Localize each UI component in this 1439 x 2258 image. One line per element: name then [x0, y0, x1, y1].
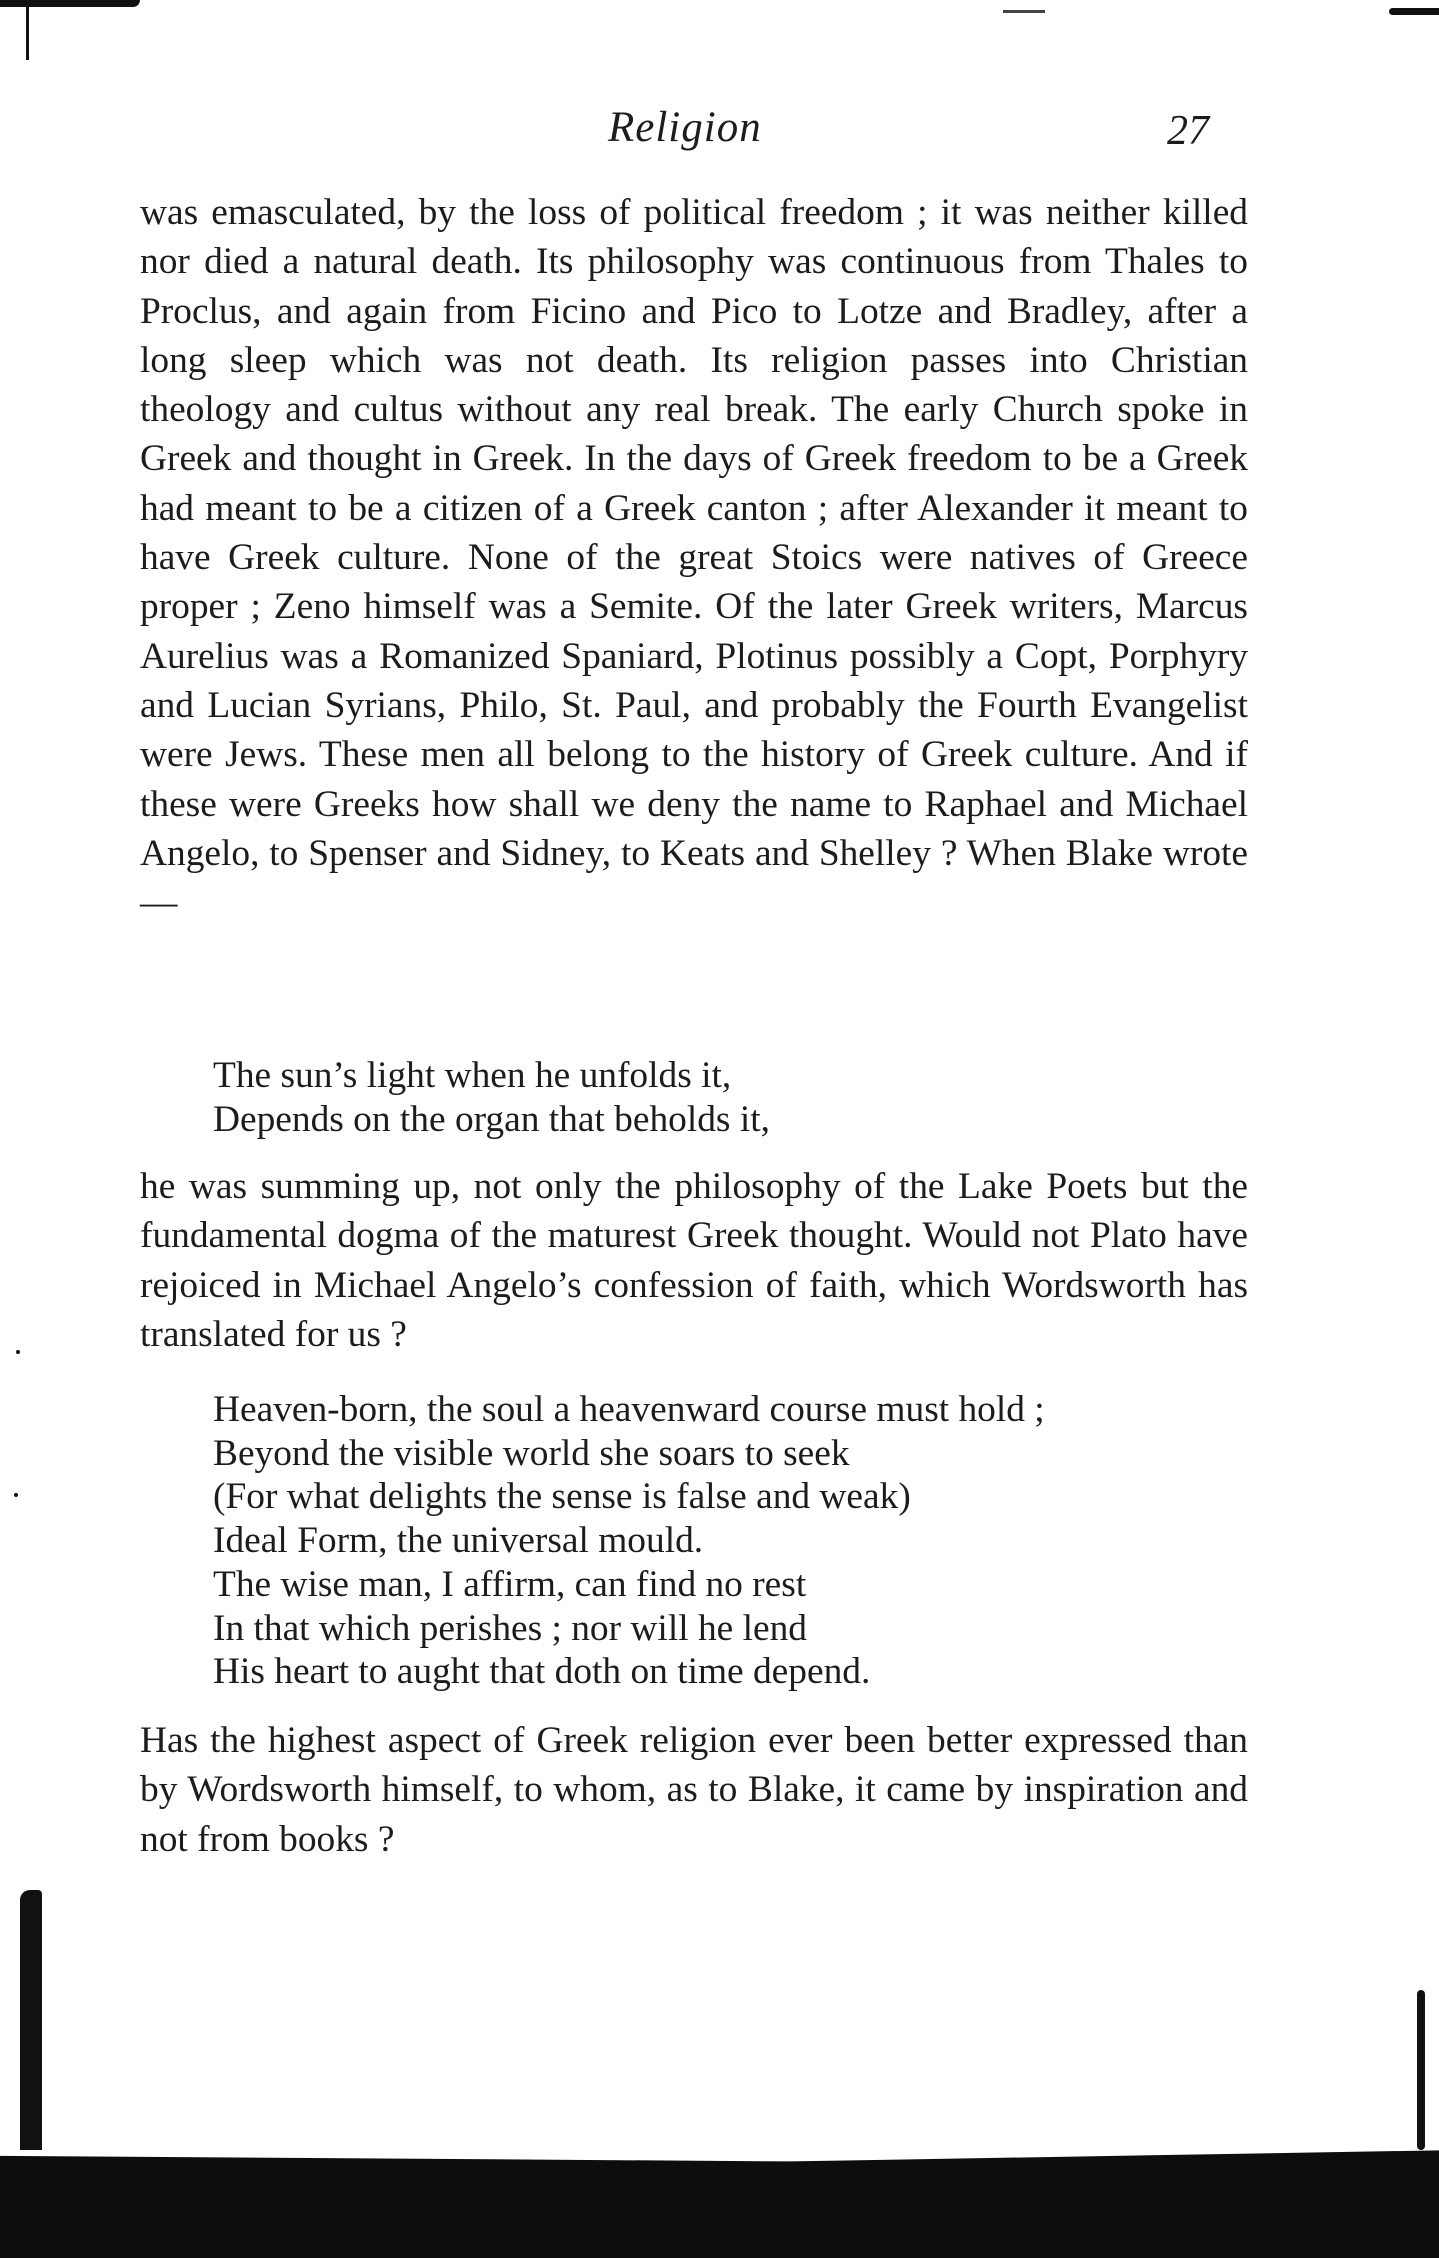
verse-line: Heaven-born, the soul a heavenward course must hold ;	[213, 1389, 1045, 1430]
verse-line: The wise man, I affirm, can find no rest	[213, 1563, 807, 1605]
running-title: Religion	[608, 104, 762, 151]
scan-smudge-top	[1003, 10, 1045, 13]
scan-speck	[16, 1350, 20, 1354]
verse-line: Beyond the visible world she soars to seek	[213, 1432, 850, 1474]
verse-line: The sun’s light when he unfolds it,	[213, 1055, 732, 1096]
verse-line: Ideal Form, the universal mould.	[213, 1520, 704, 1562]
scan-shadow-left	[20, 1890, 42, 2150]
verse-line: In that which perishes ; nor will he lend	[213, 1607, 807, 1649]
verse-quotation	[213, 1388, 1253, 1694]
verse-line: His heart to aught that doth on time depend.	[213, 1651, 871, 1693]
running-head	[0, 103, 1439, 163]
verse-quotation	[213, 1054, 1253, 1142]
scan-shadow-bottom	[0, 2120, 1439, 2258]
scan-edge-mark-top-right	[1389, 8, 1439, 15]
verse-line: (For what delights the sense is false and weak)	[213, 1476, 911, 1518]
page-number: 27	[1167, 108, 1209, 154]
scan-edge-mark-left	[26, 0, 29, 60]
scan-shadow-right	[1417, 1990, 1425, 2150]
paragraph: was emasculated, by the loss of political freedom ; it was neither killed nor died a natural death. Its philosophy was continuous from Thales to Proclus, and again from Ficino and Pico to Lotze and Bradley, after a long sleep which was not death. Its religion passes into Christian theology and cultus without any real break. The early Church spoke in Greek and thought in Greek. In the days of Greek freedom to be a Greek had meant to be a citizen of a Greek canton ; after Alexander it meant to have Greek culture. None of the great Stoics were natives of Greece proper ; Zeno himself was a Semite. Of the later Greek writers, Marcus Aurelius was a Romanized Spaniard, Plotinus possibly a Copt, Porphyry and Lucian Syrians, Philo, St. Paul, and probably the Fourth Evangelist were Jews. These men all belong to the history of Greek culture. And if these were Greeks how shall we deny the name to Raphael and Michael Angelo, to Spenser and Sidney, to Keats and Shelley ? When Blake wrote—	[140, 192, 1248, 924]
paragraph: he was summing up, not only the philosophy of the Lake Poets but the fundamental dogma of the maturest Greek thought. Would not Plato have rejoiced in Michael Angelo’s confession of faith, which Wordsworth has translated for us ?	[140, 1166, 1248, 1355]
verse-line: Depends on the organ that beholds it,	[213, 1099, 770, 1140]
paragraph: Has the highest aspect of Greek religion ever been better expressed than by Wordsworth himself, to whom, as to Blake, it came by inspiration and not from books ?	[140, 1720, 1248, 1860]
scan-edge-mark-top-left	[0, 0, 140, 7]
scan-speck	[14, 1493, 18, 1497]
